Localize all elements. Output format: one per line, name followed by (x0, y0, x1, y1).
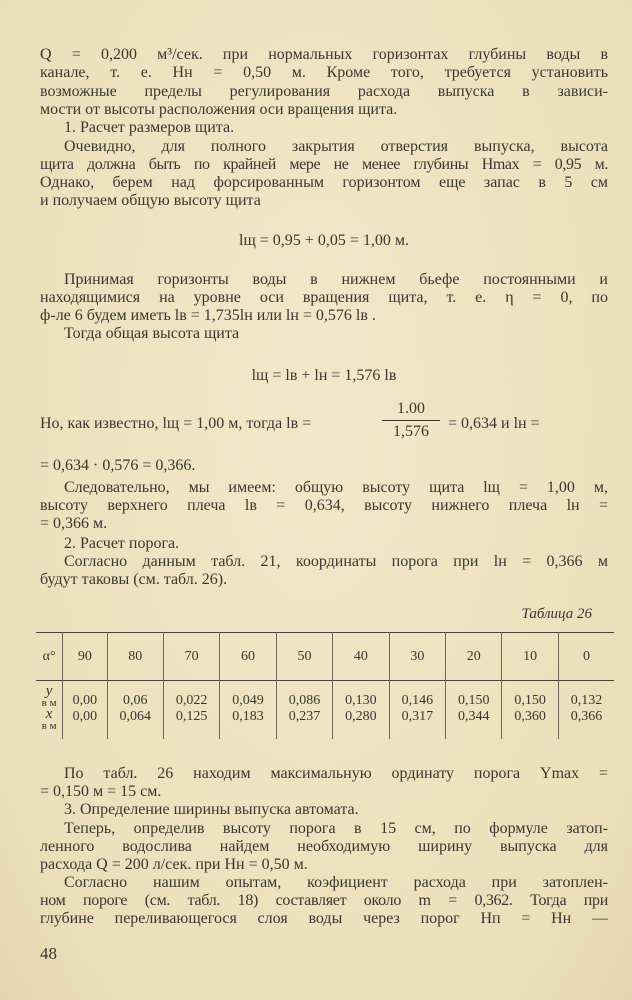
header-cell: 30 (389, 633, 445, 681)
fraction (382, 400, 440, 441)
text-line: мости от высоты расположения оси вращения щита. (40, 101, 398, 118)
table-header-row (36, 633, 614, 681)
text-line: = 0,634 · 0,576 = 0,366. (40, 457, 196, 474)
x-label: x (45, 705, 53, 722)
header-cell: 0 (558, 633, 614, 681)
section-heading: 2. Расчет порога. (64, 535, 180, 552)
table-cell: 0,280 (333, 709, 389, 739)
table-cell: 0,146 (389, 681, 445, 709)
text-line: Следовательно, мы имеем: общую высоту щита lщ = 1,00 м, (64, 479, 608, 496)
header-cell: 70 (163, 633, 219, 681)
x-unit: в м (41, 719, 57, 732)
text-line: канале, т. е. Hн = 0,50 м. Кроме того, требуется установить (40, 64, 608, 81)
header-angle: α° (42, 648, 56, 664)
text-line: расхода Q = 200 л/сек. при Hн = 0,50 м. (40, 856, 308, 873)
table-cell: 0,183 (220, 709, 276, 739)
row-label-x (36, 705, 63, 739)
text-line: = 0,634 и lн = (448, 415, 540, 432)
table-cell: 0,022 (163, 681, 219, 709)
text-line: глубине переливающегося слоя воды через порог Hп = Hн — (40, 910, 608, 927)
table-cell: 0,125 (163, 709, 219, 739)
header-cell: 80 (107, 633, 163, 681)
table-cell: 0,049 (220, 681, 276, 709)
header-cell: 20 (446, 633, 502, 681)
table-cell: 0,064 (107, 709, 163, 739)
text-line: щита должна быть по крайней мере не менее глубины Hmax = 0,95 м. (40, 156, 608, 173)
text-line: Очевидно, для полного закрытия отверстия выпуска, высота (64, 138, 608, 155)
text-line: Согласно нашим опытам, коэфициент расхода при затоплен- (64, 874, 608, 891)
table-cell: 0,150 (446, 681, 502, 709)
text-line: Согласно данным табл. 21, координаты порога при lн = 0,366 м (64, 553, 608, 570)
text-line: и получаем общую высоту щита (40, 192, 261, 209)
table-cell: 0,237 (276, 709, 332, 739)
table-row-x (36, 709, 614, 739)
page-number: 48 (40, 944, 57, 963)
table-cell: 0,132 (558, 681, 614, 709)
header-cell: 50 (276, 633, 332, 681)
text-line: Принимая горизонты воды в нижнем бьефе постоянными и (64, 271, 608, 288)
table-cell: 0,130 (333, 681, 389, 709)
table-cell: 0,150 (502, 681, 558, 709)
coordinates-table (36, 632, 614, 739)
section-heading: 1. Расчет размеров щита. (64, 119, 235, 136)
text-line: Но, как известно, lщ = 1,00 м, тогда lв = (40, 415, 312, 432)
y-label: y (45, 682, 53, 699)
header-cell: 90 (63, 633, 107, 681)
text-line: возможные пределы регулирования расхода выпуска в зависи- (40, 83, 608, 100)
text-line: Теперь, определив высоту порога в 15 см, по формуле затоп- (64, 820, 608, 837)
text-line: Однако, берем над форсированным горизонтом еще запас в 5 см (40, 174, 608, 191)
y-unit: в м (41, 696, 57, 709)
text-line: ф-ле 6 будем иметь lв = 1,735lн или lн = 0,576 lв . (40, 307, 376, 324)
section-heading: 3. Определение ширины выпуска автомата. (64, 801, 359, 818)
fraction-bar (382, 420, 440, 421)
table-cell: 0,086 (276, 681, 332, 709)
text-line: находящимися на уровне оси вращения щита, т. е. η = 0, по (40, 289, 608, 306)
row-label-y (36, 681, 63, 709)
text-line: высоту верхнего плеча lв = 0,634, высоту нижнего плеча lн = (40, 497, 608, 514)
formula: lщ = lв + lн = 1,576 lв (251, 367, 397, 384)
denominator: 1,576 (393, 423, 429, 440)
text-line: = 0,366 м. (40, 515, 108, 532)
table-cell: 0,00 (63, 709, 107, 739)
table-cell: 0,360 (502, 709, 558, 739)
text-line: По табл. 26 находим максимальную ординату порога Ymax = (64, 765, 608, 782)
text-line: Q = 0,200 м³/сек. при нормальных горизонтах глубины воды в (40, 46, 608, 63)
header-cell: 10 (502, 633, 558, 681)
table-cell: 0,317 (389, 709, 445, 739)
text-line: будут таковы (см. табл. 26). (40, 571, 228, 588)
numerator: 1.00 (397, 400, 425, 417)
formula: lщ = 0,95 + 0,05 = 1,00 м. (239, 232, 409, 249)
text-line: Тогда общая высота щита (64, 325, 240, 342)
table-cell: 0,344 (446, 709, 502, 739)
text-line: = 0,150 м = 15 см. (40, 783, 162, 800)
header-cell: 40 (333, 633, 389, 681)
header-cell: 60 (220, 633, 276, 681)
table-row-y (36, 681, 614, 709)
table-cell: 0,366 (558, 709, 614, 739)
text-line: ленного водослива найдем необходимую ширину выпуска для (40, 838, 608, 855)
table-caption: Таблица 26 (521, 606, 592, 622)
table-cell: 0,00 (63, 681, 107, 709)
table-cell: 0,06 (107, 681, 163, 709)
text-line: ном пороге (см. табл. 18) составляет около m = 0,362. Тогда при (40, 892, 608, 909)
